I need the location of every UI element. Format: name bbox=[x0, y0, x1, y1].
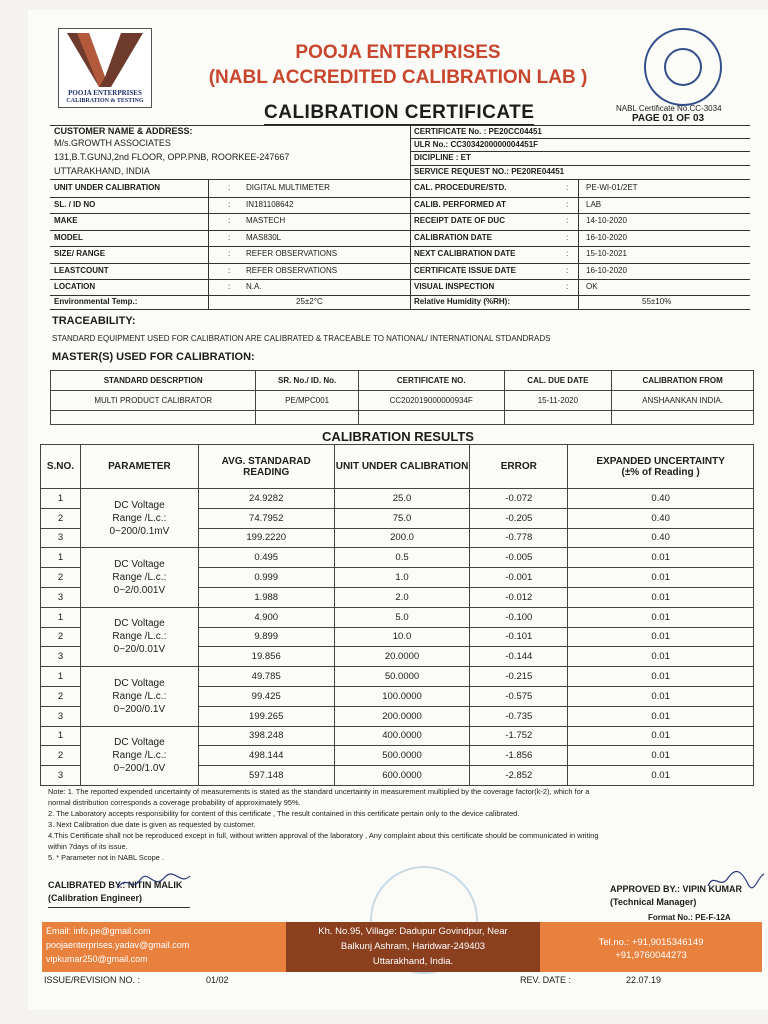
phone-1: Tel.no.: +91,9015346149 bbox=[598, 937, 704, 948]
approved-by: APPROVED BY.: VIPIN KUMAR bbox=[610, 884, 743, 894]
colon-separator: : bbox=[228, 183, 231, 192]
parameter-line: DC Voltage bbox=[114, 499, 165, 511]
detail-label-right: VISUAL INSPECTION bbox=[414, 282, 495, 291]
row-divider bbox=[50, 213, 750, 214]
email-3: vipkumar250@gmail.com bbox=[46, 954, 148, 964]
detail-value-right: 14-10-2020 bbox=[586, 216, 627, 225]
error-cell: -0.205 bbox=[470, 508, 568, 528]
parameter-line: Range /L.c.: bbox=[112, 690, 167, 702]
uuc-cell: 50.0000 bbox=[334, 667, 470, 687]
results-header-cell: PARAMETER bbox=[80, 445, 198, 489]
uuc-cell: 25.0 bbox=[334, 489, 470, 509]
error-cell: -0.575 bbox=[470, 686, 568, 706]
uncertainty-cell: 0.40 bbox=[568, 508, 754, 528]
masters-cell: 15-11-2020 bbox=[504, 391, 612, 411]
uncertainty-cell: 0.40 bbox=[568, 489, 754, 509]
service-request-no: SERVICE REQUEST NO.: PE20RE04451 bbox=[414, 167, 565, 176]
customer-name: M/s.GROWTH ASSOCIATES bbox=[54, 138, 171, 148]
traceability-text: STANDARD EQUIPMENT USED FOR CALIBRATION ARE CALIBRATED & TRACEABLE TO NATIONAL/ INTERNATIONAL STDANDRADS bbox=[52, 334, 551, 343]
env-temp-label: Environmental Temp.: bbox=[54, 297, 138, 306]
table-row bbox=[41, 548, 754, 568]
parameter-line: 0~2/0.001V bbox=[113, 585, 166, 597]
note-line: normal distribution corresponds a coverage probability of approximately 95%. bbox=[48, 798, 301, 807]
error-cell: -0.101 bbox=[470, 627, 568, 647]
results-title: CALIBRATION RESULTS bbox=[322, 429, 474, 444]
error-cell: -0.012 bbox=[470, 587, 568, 607]
colon-separator: : bbox=[228, 216, 231, 225]
uncertainty-header: EXPANDED UNCERTAINTY bbox=[596, 455, 725, 467]
avg-reading-cell: 1.988 bbox=[198, 587, 334, 607]
issue-revision-label: ISSUE/REVISION NO. : bbox=[44, 975, 141, 985]
detail-value-left: REFER OBSERVATIONS bbox=[246, 265, 338, 275]
calibrated-by: CALIBRATED BY.: NITIN MALIK bbox=[48, 880, 183, 890]
parameter-line: DC Voltage bbox=[114, 677, 165, 689]
results-header-cell: UNIT UNDER CALIBRATION bbox=[334, 445, 470, 489]
notes-section bbox=[48, 786, 760, 863]
uuc-cell: 75.0 bbox=[334, 508, 470, 528]
sno-cell: 1 bbox=[41, 607, 81, 627]
uuc-cell: 200.0 bbox=[334, 528, 470, 548]
avg-reading-cell: 99.425 bbox=[198, 686, 334, 706]
uncertainty-cell: 0.01 bbox=[568, 627, 754, 647]
masters-table bbox=[50, 370, 754, 425]
colon-separator: : bbox=[566, 199, 569, 209]
detail-label-right: CALIB. PERFORMED AT bbox=[414, 199, 506, 209]
table-row bbox=[41, 607, 754, 627]
sno-cell: 2 bbox=[41, 508, 81, 528]
email-1: Email: info.pe@gmail.com bbox=[46, 926, 151, 936]
uuc-cell: 500.0000 bbox=[334, 746, 470, 766]
masters-header-cell: CALIBRATION FROM bbox=[612, 371, 754, 391]
error-cell: -0.072 bbox=[470, 489, 568, 509]
avg-reading-cell: 4.900 bbox=[198, 607, 334, 627]
parameter-cell bbox=[80, 607, 198, 666]
dicipline: DICIPLINE : ET bbox=[414, 153, 471, 162]
results-table bbox=[40, 444, 754, 786]
detail-label-right: CAL. PROCEDURE/STD. bbox=[414, 183, 507, 192]
masters-header-cell: CERTIFICATE NO. bbox=[358, 371, 504, 391]
ulr-no: ULR No.: CC3034200000004451F bbox=[414, 140, 539, 149]
uncertainty-cell: 0.01 bbox=[568, 746, 754, 766]
note-line: 4.This Certificate shall not be reproduced except in full, without written approval of the laboratory , Any complaint about this certificate should be communicated in writing bbox=[48, 831, 599, 840]
colon-separator: : bbox=[228, 249, 231, 258]
detail-value-right: PE-WI-01/2ET bbox=[586, 183, 638, 192]
error-cell: -0.778 bbox=[470, 528, 568, 548]
error-cell: -0.001 bbox=[470, 568, 568, 588]
masters-cell: CC202019000000934F bbox=[358, 391, 504, 411]
detail-value-right: OK bbox=[586, 282, 598, 291]
footer-emails bbox=[42, 922, 286, 972]
footer-address bbox=[286, 922, 540, 972]
format-no: Format No.: PE-F-12A bbox=[648, 913, 731, 922]
detail-label-left: MAKE bbox=[54, 216, 78, 225]
detail-label-left: SL. / ID NO bbox=[54, 199, 96, 209]
sno-cell: 1 bbox=[41, 726, 81, 746]
avg-reading-cell: 498.144 bbox=[198, 746, 334, 766]
email-2: poojaenterprises.yadav@gmail.com bbox=[46, 940, 190, 950]
signature-vipin-icon bbox=[704, 868, 766, 892]
parameter-cell bbox=[80, 489, 198, 548]
detail-value-left: IN181108642 bbox=[246, 199, 294, 209]
masters-header-cell: STANDARD DESCRPTION bbox=[51, 371, 256, 391]
avg-reading-cell: 597.148 bbox=[198, 766, 334, 786]
masters-cell: ANSHAANKAN INDIA. bbox=[612, 391, 754, 411]
avg-reading-cell: 398.248 bbox=[198, 726, 334, 746]
detail-label-left: MODEL bbox=[54, 232, 83, 242]
error-cell: -0.735 bbox=[470, 706, 568, 726]
colon-separator: : bbox=[228, 265, 231, 275]
company-name: POOJA ENTERPRISES bbox=[295, 42, 501, 63]
uncertainty-cell: 0.01 bbox=[568, 568, 754, 588]
parameter-line: 0~200/1.0V bbox=[113, 763, 166, 775]
avg-reading-cell: 199.2220 bbox=[198, 528, 334, 548]
note-line: 3. Next Calibration due date is given as requested by customer. bbox=[48, 820, 256, 829]
footer-phones bbox=[540, 922, 762, 972]
uncertainty-cell: 0.01 bbox=[568, 766, 754, 786]
parameter-line: DC Voltage bbox=[114, 618, 165, 630]
parameter-line: 0~200/0.1mV bbox=[109, 525, 170, 537]
uncertainty-cell: 0.01 bbox=[568, 607, 754, 627]
colon-separator: : bbox=[228, 232, 231, 242]
detail-value-left: DIGITAL MULTIMETER bbox=[246, 183, 330, 192]
parameter-line: Range /L.c.: bbox=[112, 512, 167, 524]
sno-cell: 3 bbox=[41, 647, 81, 667]
table-row bbox=[41, 489, 754, 509]
masters-header-cell: SR. No./ ID. No. bbox=[256, 371, 359, 391]
uncertainty-cell: 0.01 bbox=[568, 726, 754, 746]
uuc-cell: 400.0000 bbox=[334, 726, 470, 746]
parameter-line: Range /L.c.: bbox=[112, 572, 167, 584]
footer-address-1: Kh. No.95, Village: Dadupur Govindpur, Near bbox=[318, 926, 508, 937]
detail-value-left: MASTECH bbox=[246, 216, 286, 225]
detail-value-right: LAB bbox=[586, 199, 602, 209]
error-cell: -0.215 bbox=[470, 667, 568, 687]
row-divider bbox=[50, 230, 750, 231]
uuc-cell: 1.0 bbox=[334, 568, 470, 588]
uncertainty-cell: 0.01 bbox=[568, 667, 754, 687]
avg-reading-cell: 74.7952 bbox=[198, 508, 334, 528]
uuc-cell: 5.0 bbox=[334, 607, 470, 627]
uuc-cell: 0.5 bbox=[334, 548, 470, 568]
avg-reading-cell: 0.495 bbox=[198, 548, 334, 568]
uncertainty-subheader: (±% of Reading ) bbox=[621, 466, 700, 478]
approved-role: (Technical Manager) bbox=[610, 897, 697, 907]
uncertainty-cell: 0.01 bbox=[568, 548, 754, 568]
detail-value-right: 15-10-2021 bbox=[586, 249, 627, 258]
sno-cell: 2 bbox=[41, 627, 81, 647]
traceability-title: TRACEABILITY: bbox=[52, 315, 136, 327]
parameter-line: Range /L.c.: bbox=[112, 631, 167, 643]
company-subtitle: (NABL ACCREDITED CALIBRATION LAB ) bbox=[208, 67, 588, 88]
table-row bbox=[41, 726, 754, 746]
certificate-no: CERTIFICATE No. : PE20CC04451 bbox=[414, 127, 542, 136]
colon-separator: : bbox=[566, 232, 569, 242]
detail-label-left: LEASTCOUNT bbox=[54, 265, 109, 275]
sno-cell: 2 bbox=[41, 686, 81, 706]
colon-separator: : bbox=[566, 216, 569, 225]
rev-date-value: 22.07.19 bbox=[626, 975, 662, 985]
results-header-cell: ERROR bbox=[470, 445, 568, 489]
customer-label: CUSTOMER NAME & ADDRESS: bbox=[54, 126, 193, 136]
uuc-cell: 600.0000 bbox=[334, 766, 470, 786]
colon-separator: : bbox=[566, 282, 569, 291]
sno-cell: 1 bbox=[41, 667, 81, 687]
detail-label-left: UNIT UNDER CALIBRATION bbox=[54, 183, 161, 192]
uncertainty-cell: 0.40 bbox=[568, 528, 754, 548]
masters-cell: PE/MPC001 bbox=[256, 391, 359, 411]
logo-text-line1: POOJA ENTERPRISES bbox=[68, 89, 142, 97]
avg-reading-cell: 19.856 bbox=[198, 647, 334, 667]
table-row bbox=[41, 667, 754, 687]
colon-separator: : bbox=[566, 183, 569, 192]
avg-reading-cell: 24.9282 bbox=[198, 489, 334, 509]
detail-value-right: 16-10-2020 bbox=[586, 232, 627, 242]
parameter-line: DC Voltage bbox=[114, 559, 165, 571]
masters-cell: MULTI PRODUCT CALIBRATOR bbox=[51, 391, 256, 411]
detail-label-right: RECEIPT DATE OF DUC bbox=[414, 216, 505, 225]
colon-separator: : bbox=[228, 282, 231, 291]
humidity-label: Relative Humidity (%RH): bbox=[414, 297, 511, 306]
results-header-row bbox=[41, 445, 754, 489]
parameter-line: 0~20/0.01V bbox=[113, 644, 166, 656]
detail-value-left: REFER OBSERVATIONS bbox=[246, 249, 338, 258]
sno-cell: 3 bbox=[41, 766, 81, 786]
results-header-cell bbox=[568, 445, 754, 489]
note-line: Note: 1. The reported expended uncertainty of measurements is stated as the standard uncertainty in measurement multiplied by the coverage factor(k-2), which for a bbox=[48, 787, 590, 796]
detail-label-right: NEXT CALIBRATION DATE bbox=[414, 249, 516, 258]
error-cell: -1.752 bbox=[470, 726, 568, 746]
parameter-line: Range /L.c.: bbox=[112, 750, 167, 762]
error-cell: -0.005 bbox=[470, 548, 568, 568]
page-number: PAGE 01 OF 03 bbox=[632, 113, 705, 124]
detail-value-left: MAS830L bbox=[246, 232, 282, 242]
parameter-cell bbox=[80, 667, 198, 726]
row-divider bbox=[50, 246, 750, 247]
error-cell: -1.856 bbox=[470, 746, 568, 766]
detail-value-left: N.A. bbox=[246, 282, 262, 291]
masters-header-cell: CAL. DUE DATE bbox=[504, 371, 612, 391]
row-divider bbox=[50, 279, 750, 280]
avg-reading-cell: 49.785 bbox=[198, 667, 334, 687]
nabl-certificate-no: NABL Certificate No.CC-3034 bbox=[616, 104, 722, 113]
detail-label-right: CERTIFICATE ISSUE DATE bbox=[414, 265, 516, 275]
colon-separator: : bbox=[566, 265, 569, 275]
env-temp-value: 25±2°C bbox=[296, 297, 323, 306]
uuc-cell: 2.0 bbox=[334, 587, 470, 607]
masters-title: MASTER(S) USED FOR CALIBRATION: bbox=[52, 351, 255, 363]
logo-text-line2: CALIBRATION & TESTING bbox=[66, 98, 144, 104]
certificate-title: CALIBRATION CERTIFICATE bbox=[264, 102, 534, 126]
uncertainty-cell: 0.01 bbox=[568, 686, 754, 706]
sno-cell: 1 bbox=[41, 489, 81, 509]
row-divider bbox=[50, 197, 750, 198]
colon-separator: : bbox=[228, 199, 231, 209]
footer-address-2: Balkunj Ashram, Haridwar-249403 bbox=[340, 941, 486, 952]
avg-reading-cell: 0.999 bbox=[198, 568, 334, 588]
customer-address-2: UTTARAKHAND, INDIA bbox=[54, 166, 150, 176]
error-cell: -0.100 bbox=[470, 607, 568, 627]
results-header-cell: AVG. STANDARAD READING bbox=[198, 445, 334, 489]
signature-nitin-icon bbox=[114, 872, 194, 894]
note-line: 2. The Laboratory accepts responsibility for content of this certificate , The result contained in this certificate pertain only to the device calibrated. bbox=[48, 809, 520, 818]
phone-2: +91,9760044273 bbox=[615, 950, 687, 961]
sno-cell: 3 bbox=[41, 587, 81, 607]
sno-cell: 1 bbox=[41, 548, 81, 568]
calibrated-role: (Calibration Engineer) bbox=[48, 893, 143, 903]
parameter-cell bbox=[80, 548, 198, 607]
uuc-cell: 100.0000 bbox=[334, 686, 470, 706]
humidity-value: 55±10% bbox=[642, 297, 672, 306]
note-line: 5. * Parameter not in NABL Scope . bbox=[48, 853, 164, 862]
detail-value-right: 16-10-2020 bbox=[586, 265, 627, 275]
uuc-cell: 200.0000 bbox=[334, 706, 470, 726]
parameter-line: DC Voltage bbox=[114, 737, 165, 749]
row-divider bbox=[50, 263, 750, 264]
footer-address-3: Uttarakhand, India. bbox=[372, 956, 454, 967]
uuc-cell: 20.0000 bbox=[334, 647, 470, 667]
parameter-line: 0~200/0.1V bbox=[113, 703, 166, 715]
uncertainty-cell: 0.01 bbox=[568, 706, 754, 726]
customer-address-1: 131,B.T.GUNJ,2nd FLOOR, OPP.PNB, ROORKEE-247667 bbox=[54, 152, 290, 162]
colon-separator: : bbox=[566, 249, 569, 258]
issue-revision-value: 01/02 bbox=[206, 975, 229, 985]
sno-cell: 3 bbox=[41, 706, 81, 726]
sno-cell: 2 bbox=[41, 746, 81, 766]
uncertainty-cell: 0.01 bbox=[568, 647, 754, 667]
sno-cell: 3 bbox=[41, 528, 81, 548]
note-line: within 7days of its issue. bbox=[48, 842, 128, 851]
sno-cell: 2 bbox=[41, 568, 81, 588]
nabl-seal-icon bbox=[644, 28, 722, 106]
detail-label-left: LOCATION bbox=[54, 282, 96, 291]
avg-reading-cell: 199.265 bbox=[198, 706, 334, 726]
rev-date-label: REV. DATE : bbox=[520, 975, 572, 985]
uncertainty-cell: 0.01 bbox=[568, 587, 754, 607]
uuc-cell: 10.0 bbox=[334, 627, 470, 647]
detail-label-left: SIZE/ RANGE bbox=[54, 249, 106, 258]
error-cell: -0.144 bbox=[470, 647, 568, 667]
parameter-cell bbox=[80, 726, 198, 785]
detail-label-right: CALIBRATION DATE bbox=[414, 232, 492, 242]
certificate-page bbox=[28, 10, 768, 1010]
error-cell: -2.852 bbox=[470, 766, 568, 786]
avg-reading-cell: 9.899 bbox=[198, 627, 334, 647]
results-header-cell: S.NO. bbox=[41, 445, 81, 489]
